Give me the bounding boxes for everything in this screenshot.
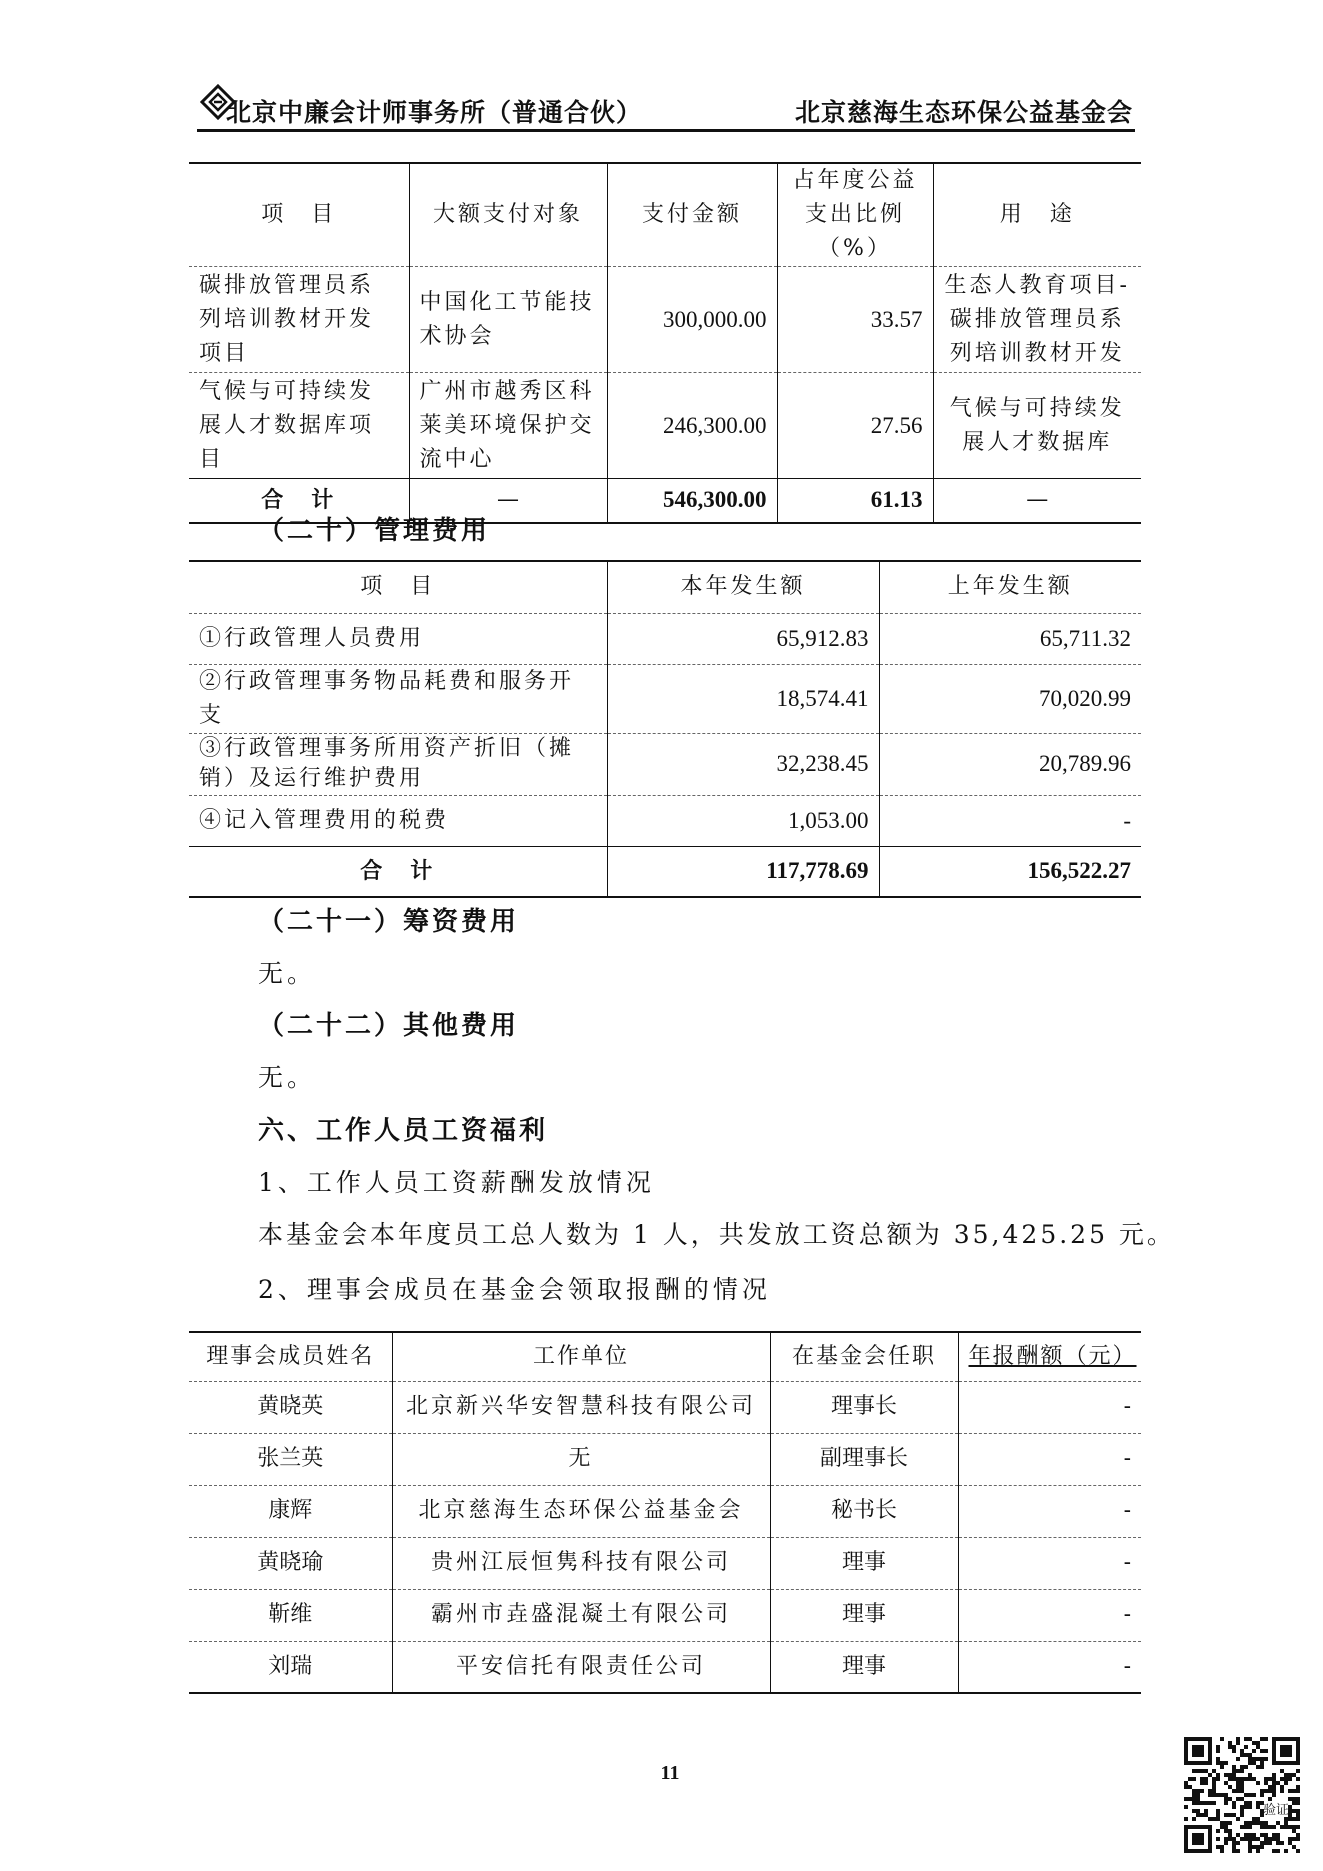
table-header: 年报酬额（元）: [958, 1332, 1141, 1381]
table-row: [189, 1485, 1141, 1537]
subsection-title: 2、理事会成员在基金会领取报酬的情况: [258, 1275, 771, 1304]
table-cell: 贵州江辰恒隽科技有限公司: [392, 1537, 770, 1589]
table-cell: 北京新兴华安智慧科技有限公司: [392, 1381, 770, 1433]
table-cell: 理事: [770, 1537, 958, 1589]
table-header: 项 目: [360, 574, 436, 600]
table-cell: 156,522.27: [879, 846, 1141, 897]
table-cell: -: [958, 1433, 1141, 1485]
table-cell: 副理事长: [770, 1433, 958, 1485]
table-cell: 气候与可持续发展人才数据库项目: [189, 373, 409, 479]
table-row: [189, 1537, 1141, 1589]
header-client-name: 北京慈海生态环保公益基金会: [794, 98, 1133, 127]
table-cell: -: [958, 1589, 1141, 1641]
table-cell: 刘瑞: [189, 1641, 392, 1693]
table-cell: 合 计: [189, 846, 607, 897]
table-cell: 300,000.00: [607, 267, 777, 373]
salary-paragraph: 本基金会本年度员工总人数为 1 人，共发放工资总额为 35,425.25 元。: [258, 1220, 1175, 1249]
table-header: 大额支付对象: [409, 163, 607, 267]
section-body: 无。: [258, 959, 317, 988]
table-total-row: [189, 846, 1141, 897]
table-cell: -: [879, 795, 1141, 846]
table-cell: 合 计: [189, 479, 409, 523]
table-cell: —: [409, 479, 607, 523]
table-header: 用 途: [933, 163, 1141, 267]
board-remuneration-table: [189, 1331, 1141, 1694]
table-cell: 65,711.32: [879, 613, 1141, 664]
page-number: 11: [660, 1762, 680, 1784]
table-cell: 27.56: [777, 373, 933, 479]
table-cell: ④记入管理费用的税费: [189, 795, 607, 846]
section-title: （二十）管理费用: [258, 516, 491, 546]
table-cell: ②行政管理事务物品耗费和服务开支: [189, 664, 607, 733]
table-cell: -: [958, 1485, 1141, 1537]
table-row: [189, 267, 1141, 373]
table-header: 支付金额: [607, 163, 777, 267]
table-cell: 黄晓英: [189, 1381, 392, 1433]
table-row: [189, 795, 1141, 846]
table-cell: 246,300.00: [607, 373, 777, 479]
table-cell: 理事长: [770, 1381, 958, 1433]
table-cell: 1,053.00: [607, 795, 879, 846]
table-cell: -: [958, 1381, 1141, 1433]
table-cell: 靳维: [189, 1589, 392, 1641]
subsection-title: 1、工作人员工资薪酬发放情况: [258, 1168, 655, 1197]
table-cell: 秘书长: [770, 1485, 958, 1537]
header-firm-name: 北京中廉会计师事务所（普通合伙）: [226, 98, 643, 127]
table-header: 本年发生额: [607, 561, 879, 613]
table-cell: 中国化工节能技术协会: [409, 267, 607, 373]
table-cell: 康辉: [189, 1485, 392, 1537]
table-cell: ③行政管理事务所用资产折旧（摊销）及运行维护费用: [189, 733, 607, 795]
table-cell: 32,238.45: [607, 733, 879, 795]
table-cell: 碳排放管理员系列培训教材开发项目: [189, 267, 409, 373]
table-row: [189, 664, 1141, 733]
table-cell: 无: [392, 1433, 770, 1485]
qr-code-icon[interactable]: [1184, 1737, 1300, 1853]
section-body: 无。: [258, 1063, 317, 1092]
table-cell: 61.13: [777, 479, 933, 523]
table-header: 上年发生额: [879, 561, 1141, 613]
admin-expense-table: [189, 560, 1141, 898]
table-row: [189, 373, 1141, 479]
table-cell: —: [933, 479, 1141, 523]
large-payment-table: [189, 162, 1141, 524]
table-cell: 117,778.69: [607, 846, 879, 897]
table-cell: 70,020.99: [879, 664, 1141, 733]
table-cell: -: [958, 1537, 1141, 1589]
table-cell: 20,789.96: [879, 733, 1141, 795]
table-cell: 33.57: [777, 267, 933, 373]
table-header: 占年度公益支出比例（%）: [777, 163, 933, 267]
table-header: 工作单位: [392, 1332, 770, 1381]
table-cell: 65,912.83: [607, 613, 879, 664]
table-header: 理事会成员姓名: [206, 1343, 375, 1369]
table-row: [189, 1433, 1141, 1485]
table-cell: 张兰英: [189, 1433, 392, 1485]
table-cell: 霸州市垚盛混凝土有限公司: [392, 1589, 770, 1641]
table-cell: 18,574.41: [607, 664, 879, 733]
table-header: 项 目: [261, 202, 337, 227]
header-divider: [197, 129, 1135, 132]
section-title: 六、工作人员工资福利: [258, 1116, 549, 1146]
table-row: [189, 1641, 1141, 1693]
table-cell: ①行政管理人员费用: [189, 613, 607, 664]
table-row: [189, 613, 1141, 664]
table-cell: 生态人教育项目-碳排放管理员系列培训教材开发: [933, 267, 1141, 373]
table-cell: 广州市越秀区科莱美环境保护交流中心: [409, 373, 607, 479]
table-row: [189, 733, 1141, 795]
table-cell: 理事: [770, 1589, 958, 1641]
table-cell: 平安信托有限责任公司: [392, 1641, 770, 1693]
table-cell: 546,300.00: [607, 479, 777, 523]
table-cell: 北京慈海生态环保公益基金会: [392, 1485, 770, 1537]
table-cell: 气候与可持续发展人才数据库: [933, 373, 1141, 479]
table-header: 在基金会任职: [770, 1332, 958, 1381]
table-cell: 理事: [770, 1641, 958, 1693]
section-title: （二十二）其他费用: [258, 1011, 520, 1041]
table-cell: 黄晓瑜: [189, 1537, 392, 1589]
table-row: [189, 1381, 1141, 1433]
qr-verify-label: 验证: [1263, 1802, 1289, 1818]
table-row: [189, 1589, 1141, 1641]
table-cell: -: [958, 1641, 1141, 1693]
section-title: （二十一）筹资费用: [258, 907, 520, 937]
